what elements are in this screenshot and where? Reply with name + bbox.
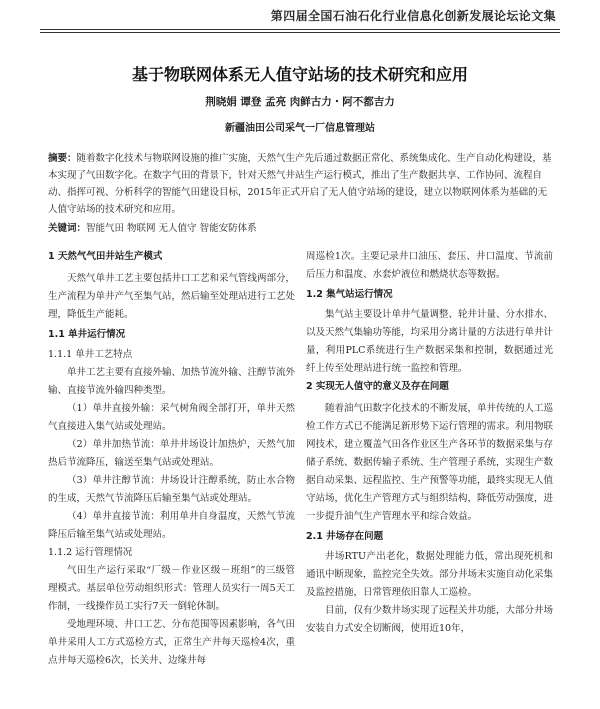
section-1-1-1-paragraph-2: （1）单井直接外输：采气树角阀全部打开，单井天然气直接进入集气站或处理站。 [48,403,295,432]
section-1-1-1-paragraph-3: （2）单井加热节流：单井井场设计加热炉，天然气加热后节流降压，输送至集气站或处理站。 [48,439,295,468]
section-2-1-paragraph-2: 目前，仅有少数井场实现了远程关井功能，大部分井场安装自力式安全切断阀，使用近10年， [306,605,554,634]
keywords-text: 智能气田 物联网 无人值守 智能安防体系 [86,223,257,234]
section-2-1-paragraph-1: 井场RTU产出老化，数据处理能力低，常出现死机和通讯中断现象，监控完全失效。部分井场未实施自动化采集及监控措施，日常管理依旧靠人工巡检。 [306,551,554,598]
section-1-2-paragraph: 集气站主要设计单井气量调整、轮井计量、分水排水、以及天然气集输功等能，均采用分离计量的方法进行单井计量，利用PLC系统进行生产数据采集和控制，数据通过光纤上传至处理站进行统一监控和管理。 [306,309,554,374]
section-1-1-1-paragraph-1: 单井工艺主要有直接外输、加热节流外输、注醇节流外输、直接节流外输四种类型。 [48,367,296,396]
keywords-block [48,220,552,237]
paper-authors: 荆晓娟 谭登 孟亮 肉鲜古力・阿不都吉力 [205,96,395,108]
abstract-block [48,150,552,218]
continued-paragraph: 周巡检1次。主要记录井口油压、套压、井口温度、节流前后压力和温度、水套炉液位和燃烧状态等数据。 [306,251,553,280]
paper-affiliation: 新疆油田公司采气一厂信息管理站 [225,123,375,134]
right-column [306,248,553,638]
section-1-heading: 1 天然气气田井站生产模式 [48,251,163,262]
section-1-2-heading: 1.2 集气站运行情况 [306,289,393,300]
section-2-heading: 2 实现无人值守的意义及存在问题 [306,381,449,392]
section-1-1-heading: 1.1 单井运行情况 [48,329,126,340]
left-column [48,248,295,670]
section-1-1-2-paragraph-2: 受地理环境、井口工艺、分布范围等因素影响，各气田单井采用人工方式巡检方式，正常生产井每天巡检4次，重点井每天巡检6次，长关井、边缘井每 [48,619,296,666]
keywords-label: 关键词： [48,223,87,234]
section-1-1-2-paragraph-1: 气田生产运行采取“厂级－作业区级－班组”的三级管理模式。基层单位劳动组织形式：管理人员实行一周5天工作制，一线操作员工实行7天一倒轮休制。 [48,565,295,612]
section-1-1-1-paragraph-5: （4）单井直接节流：利用单井自身温度，天然气节流降压后输至集气站或处理站。 [48,511,295,540]
section-2-paragraph: 随着油气田数字化技术的不断发展，单井传统的人工巡检工作方式已不能满足新形势下运行管理的需求。利用物联网技术，建立覆盖气田各作业区生产各环节的数据采集与存储子系统、数据传输子系统、生产管理子系统，实现生产数据自动采集、远程监控、生产预警等功能，最终实现无人值守站场，优化生产管理方式与组织结构，降低劳动强度，进一步提升油气生产管理水平和综合效益。 [306,403,554,522]
abstract-label: 摘要： [48,153,77,164]
running-header: 第四届全国石油石化行业信息化创新发展论坛论文集 [270,9,556,23]
header-rule-thin [40,32,560,33]
section-2-1-heading: 2.1 井场存在问题 [306,531,384,542]
section-1-1-1-heading: 1.1.1 单井工艺特点 [48,349,133,360]
section-1-paragraph: 天然气单井工艺主要包括井口工艺和采气管线两部分，生产流程为单井产气至集气站，然后输至处理站进行工艺处理，降低生产能耗。 [48,273,296,320]
section-1-1-1-paragraph-4: （3）单井注醇节流：井场设计注醇系统，防止水合物的生成，天然气节流降压后输至集气站或处理站。 [48,475,295,504]
abstract-text: 随着数字化技术与物联网设施的推广实施，天然气生产先后通过数据正常化、系统集成化、生产自动化构建设，基本实现了气田数字化。在数字气田的背景下，针对天然气井站生产运行模式，推出了生产数据共享、工作协同、流程自动、指挥可视、分析科学的智能气田建设目标，2015年正式开启了无人值守站场的建设，建立以物联网体系为基础的无人值守站场的技术研究和应用。 [48,153,552,215]
header-rule-thick [40,29,560,30]
paper-title: 基于物联网体系无人值守站场的技术研究和应用 [131,65,468,84]
section-1-1-2-heading: 1.1.2 运行管理情况 [48,547,133,558]
